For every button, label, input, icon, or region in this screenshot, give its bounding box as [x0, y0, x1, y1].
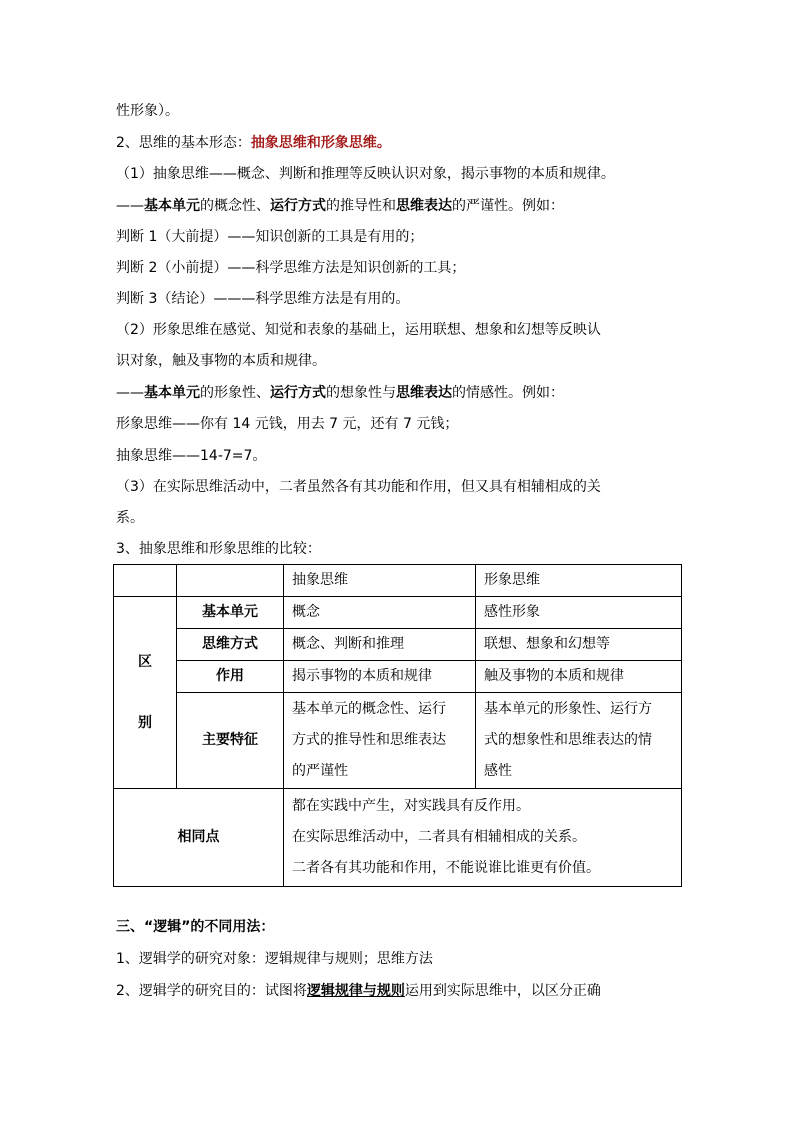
bold-term: 基本单元 — [144, 198, 200, 214]
group-label-char: 别 — [138, 714, 152, 731]
text: 识对象，触及事物的本质和规律。 — [116, 353, 326, 369]
text: 的概念性、 — [200, 198, 270, 214]
table-cell: 揭示事物的本质和规律 — [284, 661, 476, 693]
row-label: 相同点 — [114, 789, 284, 887]
difference-group-label — [114, 597, 177, 789]
comparison-table — [113, 564, 682, 887]
paragraph-line — [116, 446, 686, 466]
cell-line: 二者各有其功能和作用，不能说谁比谁更有价值。 — [292, 860, 600, 876]
cell-line: 基本单元的概念性、运行 — [292, 701, 446, 717]
paragraph-line — [116, 949, 686, 969]
paragraph-line — [116, 258, 686, 278]
text: 1、逻辑学的研究对象：逻辑规律与规则；思维方法 — [116, 951, 433, 967]
cell-line: 感性 — [484, 763, 512, 779]
paragraph-line — [116, 414, 686, 434]
text: （1）抽象思维——概念、判断和推理等反映认识对象，揭示事物的本质和规律。 — [116, 166, 615, 182]
paragraph-line — [116, 477, 686, 497]
table-row — [114, 789, 682, 887]
text: 系。 — [116, 510, 144, 526]
text: 判断 1（大前提）——知识创新的工具是有用的； — [116, 229, 424, 245]
cell-line: 在实际思维活动中，二者具有相辅相成的关系。 — [292, 829, 586, 845]
bold-term: 运行方式 — [270, 385, 326, 401]
table-cell — [284, 693, 476, 789]
text: 3、抽象思维和形象思维的比较： — [116, 541, 321, 557]
row-label: 基本单元 — [177, 597, 284, 629]
table-cell: 触及事物的本质和规律 — [476, 661, 682, 693]
table-row — [114, 597, 682, 629]
text: 2、逻辑学的研究目的：试图将 — [116, 983, 307, 999]
bold-term: 运行方式 — [270, 198, 326, 214]
table-row — [114, 693, 682, 789]
table-header-cell: 形象思维 — [476, 565, 682, 597]
text: 抽象思维——14-7=7。 — [116, 448, 267, 464]
table-row — [114, 629, 682, 661]
text: 形象思维——你有 14 元钱，用去 7 元，还有 7 元钱； — [116, 416, 459, 432]
text: —— — [116, 385, 144, 401]
bold-term: 思维表达 — [396, 198, 452, 214]
text: 的形象性、 — [200, 385, 270, 401]
paragraph-line — [116, 351, 686, 371]
paragraph-line — [116, 981, 686, 1001]
cell-line: 式的想象性和思维表达的情 — [484, 732, 652, 748]
text: 性形象）。 — [116, 103, 179, 119]
text: （3）在实际思维活动中，二者虽然各有其功能和作用，但又具有相辅相成的关 — [116, 479, 601, 495]
table-header-row — [114, 565, 682, 597]
text: 的推导性和 — [326, 198, 396, 214]
bold-term: 基本单元 — [144, 385, 200, 401]
table-cell: 感性形象 — [476, 597, 682, 629]
table-header-cell — [177, 565, 284, 597]
text: （2）形象思维在感觉、知觉和表象的基础上，运用联想、想象和幻想等反映认 — [116, 322, 601, 338]
table-cell — [284, 789, 682, 887]
table-cell — [476, 693, 682, 789]
text: —— — [116, 198, 144, 214]
paragraph-line — [116, 289, 686, 309]
cell-line: 方式的推导性和思维表达 — [292, 732, 446, 748]
paragraph-line — [116, 508, 686, 528]
text: 的严谨性。例如： — [452, 198, 564, 214]
table-header-cell — [114, 565, 177, 597]
paragraph-line — [116, 320, 686, 340]
row-label: 主要特征 — [177, 693, 284, 789]
table-row — [114, 661, 682, 693]
underlined-term: 逻辑规律与规则 — [306, 983, 405, 999]
paragraph-line — [116, 196, 686, 216]
text: 三、“逻辑”的不同用法： — [116, 919, 275, 935]
paragraph-line — [116, 101, 686, 121]
table-cell: 概念 — [284, 597, 476, 629]
text: 判断 3（结论）———科学思维方法是有用的。 — [116, 291, 410, 307]
text: 运用到实际思维中，以区分正确 — [404, 983, 601, 999]
row-label: 作用 — [177, 661, 284, 693]
section-heading — [116, 133, 686, 153]
table-cell: 联想、想象和幻想等 — [476, 629, 682, 661]
paragraph-line — [116, 539, 686, 559]
bold-term: 思维表达 — [396, 385, 452, 401]
text: 的想象性与 — [326, 385, 396, 401]
text: 判断 2（小前提）——科学思维方法是知识创新的工具； — [116, 260, 466, 276]
section-heading — [116, 917, 686, 937]
paragraph-line — [116, 164, 686, 184]
cell-line: 的严谨性 — [292, 763, 348, 779]
text: 的情感性。例如： — [452, 385, 564, 401]
paragraph-line — [116, 227, 686, 247]
row-label: 思维方式 — [177, 629, 284, 661]
cell-line: 基本单元的形象性、运行方 — [484, 701, 652, 717]
cell-line: 都在实践中产生，对实践具有反作用。 — [292, 798, 530, 814]
highlighted-term: 抽象思维和形象思维。 — [250, 135, 391, 151]
table-header-cell: 抽象思维 — [284, 565, 476, 597]
text: 2、思维的基本形态： — [116, 135, 251, 151]
table-cell: 概念、判断和推理 — [284, 629, 476, 661]
paragraph-line — [116, 383, 686, 403]
group-label-char: 区 — [138, 653, 152, 670]
